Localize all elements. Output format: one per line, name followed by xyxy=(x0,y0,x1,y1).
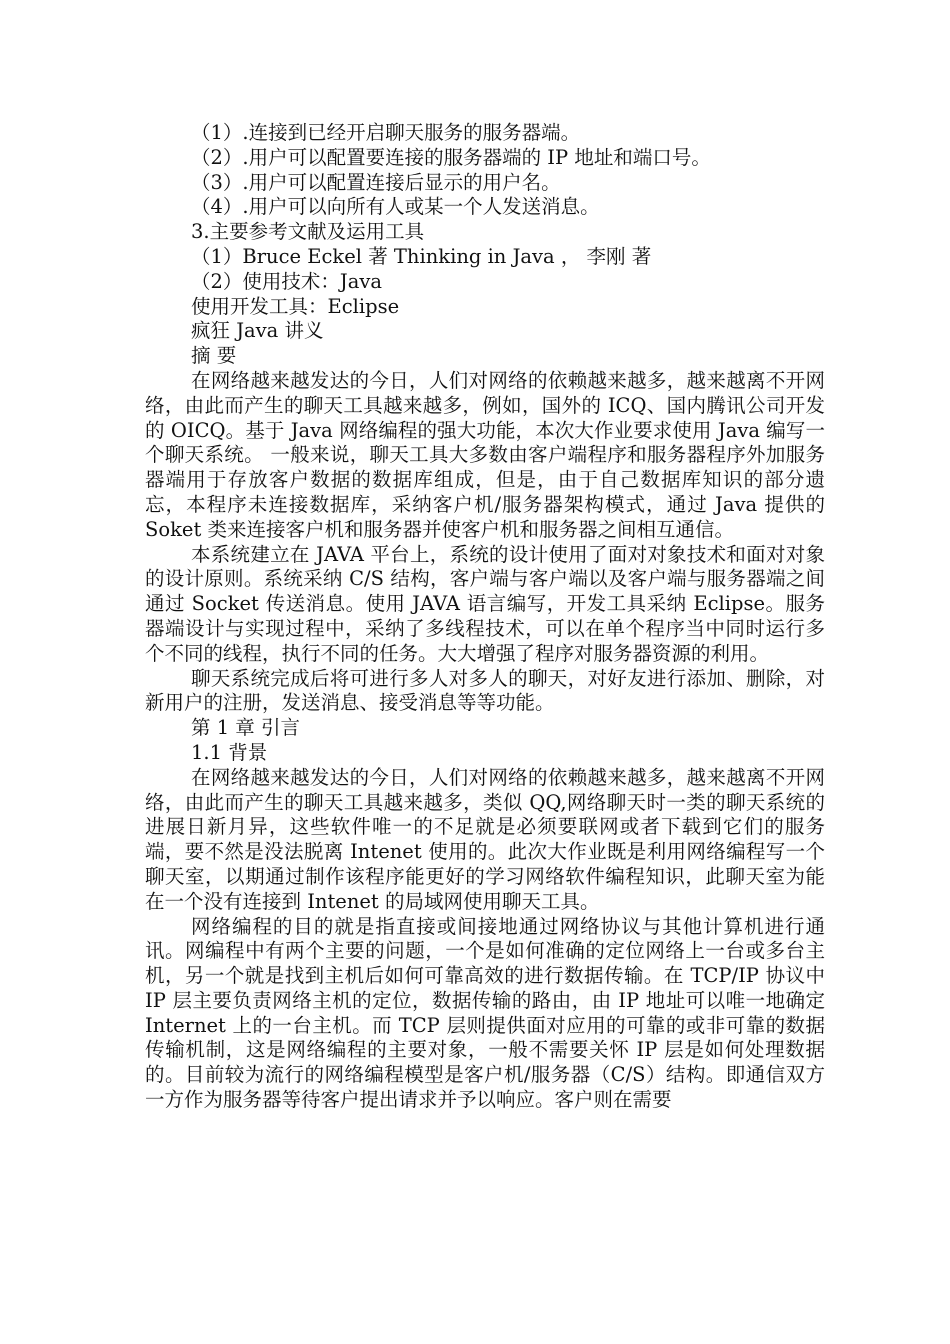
section-heading: 1.1 背景 xyxy=(191,740,268,764)
section-heading-references: 3.主要参考文献及运用工具 xyxy=(191,220,425,244)
chapter-heading: 第 1 章 引言 xyxy=(191,716,301,740)
abstract-heading: 摘 要 xyxy=(191,344,237,368)
reference-item: 使用开发工具：Eclipse xyxy=(191,294,400,318)
body-paragraph: 网络编程的目的就是指直接或间接地通过网络协议与其他计算机进行通讯。网编程中有两个主要的问题，一个是如何准确的定位网络上一台或多台主机，另一个就是找到主机后如何可靠高效的进行数据传输。在 TCP/IP 协议中 IP 层主要负责网络主机的定位，数据传输的路由，由 IP 地址可以唯一地确定 Internet 上的一台主机。而 TCP 层则提供面对应用的可靠的或非可靠的数据传输机制，这是网络编程的主要对象，一般不需要关怀 IP 层是如何处理数据的。目前较为流行的网络编程模型是客户机/服务器（C/S）结构。即通信双方一方作为服务器等待客户提出请求并予以响应。客户则在需要 xyxy=(145,914,825,1112)
document-body xyxy=(145,121,825,1113)
requirement-item: （3）.用户可以配置连接后显示的用户名。 xyxy=(191,170,561,194)
reference-item: （1）Bruce Eckel 著 Thinking in Java ， 李刚 著 xyxy=(191,244,652,268)
reference-item: 疯狂 Java 讲义 xyxy=(191,319,324,343)
requirement-item: （4）.用户可以向所有人或某一个人发送消息。 xyxy=(191,195,600,219)
abstract-paragraph: 本系统建立在 JAVA 平台上，系统的设计使用了面对对象技术和面对对象的设计原则。系统采纳 C/S 结构，客户端与客户端以及客户端与服务器端之间通过 Socket 传送消息。使用 JAVA 语言编写，开发工具采纳 Eclipse。服务器端设计与实现过程中，采纳了多线程技术，可以在单个程序当中同时运行多个不同的线程，执行不同的任务。大大增强了程序对服务器资源的利用。 xyxy=(145,542,825,665)
reference-item: （2）使用技术：Java xyxy=(191,269,382,293)
body-paragraph: 在网络越来越发达的今日，人们对网络的依赖越来越多，越来越离不开网络，由此而产生的聊天工具越来越多，类似 QQ,网络聊天时一类的聊天系统的进展日新月异，这些软件唯一的不足就是必须要联网或者下载到它们的服务端，要不然是没法脱离 Intenet 使用的。此次大作业既是利用网络编程写一个聊天室，以期通过制作该程序能更好的学习网络软件编程知识，此聊天室为能在一个没有连接到 Intenet 的局域网使用聊天工具。 xyxy=(145,765,825,913)
requirement-item: （1）.连接到已经开启聊天服务的服务器端。 xyxy=(191,121,581,144)
requirement-item: （2）.用户可以配置要连接的服务器端的 IP 地址和端口号。 xyxy=(191,145,711,169)
abstract-paragraph: 聊天系统完成后将可进行多人对多人的聊天，对好友进行添加、删除，对新用户的注册，发送消息、接受消息等等功能。 xyxy=(145,666,825,715)
abstract-paragraph: 在网络越来越发达的今日，人们对网络的依赖越来越多，越来越离不开网络，由此而产生的聊天工具越来越多，例如，国外的 ICQ、国内腾讯公司开发的 OICQ。基于 Java 网络编程的强大功能，本次大作业要求使用 Java 编写一个聊天系统。 一般来说，聊天工具大多数由客户端程序和服务器程序外加服务器端用于存放客户数据的数据库组成，但是，由于自己数据库知识的部分遗忘，本程序未连接数据库，采纳客户机/服务器架构模式，通过 Java 提供的 Soket 类来连接客户机和服务器并使客户机和服务器之间相互通信。 xyxy=(145,368,825,541)
